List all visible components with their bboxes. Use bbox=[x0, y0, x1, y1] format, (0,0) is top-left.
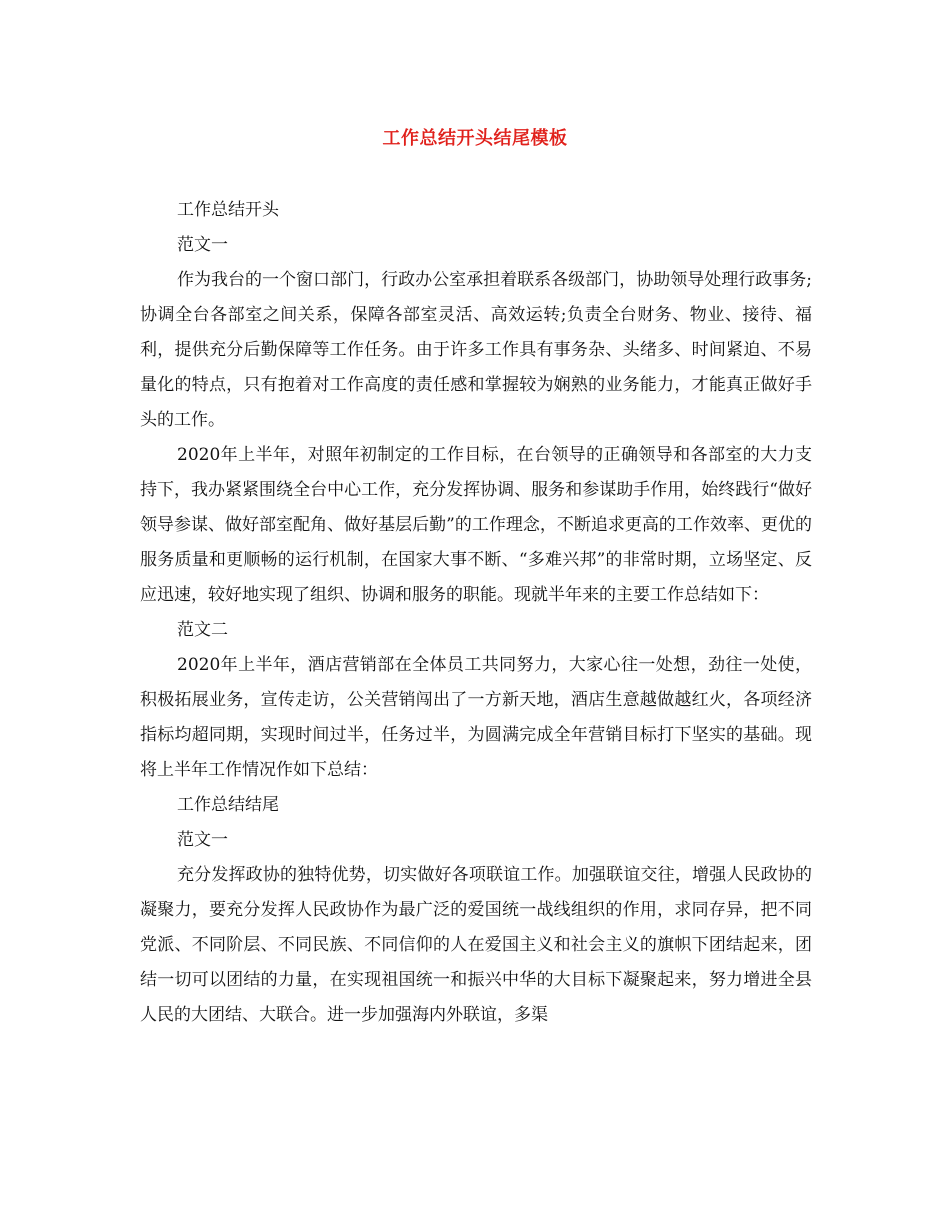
sample-label: 范文二 bbox=[177, 620, 228, 640]
sample-label: 范文一 bbox=[177, 235, 228, 255]
document-title: 工作总结开头结尾模板 bbox=[382, 128, 568, 149]
body-paragraph: 2020年上半年，酒店营销部在全体员工共同努力，大家心往一处想，劲往一处使，积极拓展业务，宣传走访，公关营销闯出了一方新天地，酒店生意越做越红火，各项经济指标均超同期，实现时间过半，任务过半，为圆满完成全年营销目标打下坚实的基础。现将上半年工作情况作如下总结： bbox=[140, 655, 812, 780]
sample-label: 范文一 bbox=[177, 830, 228, 850]
body-paragraph: 作为我台的一个窗口部门，行政办公室承担着联系各级部门，协助领导处理行政事务;协调全台各部室之间关系，保障各部室灵活、高效运转;负责全台财务、物业、接待、福利，提供充分后勤保障等工作任务。由于许多工作具有事务杂、头绪多、时间紧迫、不易量化的特点，只有抱着对工作高度的责任感和掌握较为娴熟的业务能力，才能真正做好手头的工作。 bbox=[140, 270, 812, 430]
document-body bbox=[140, 193, 812, 1033]
body-paragraph: 2020年上半年，对照年初制定的工作目标，在台领导的正确领导和各部室的大力支持下，我办紧紧围绕全台中心工作，充分发挥协调、服务和参谋助手作用，始终践行“做好领导参谋、做好部室配角、做好基层后勤”的工作理念，不断追求更高的工作效率、更优的服务质量和更顺畅的运行机制，在国家大事不断、“多难兴邦”的非常时期，立场坚定、反应迅速，较好地实现了组织、协调和服务的职能。现就半年来的主要工作总结如下： bbox=[140, 445, 812, 605]
body-paragraph: 充分发挥政协的独特优势，切实做好各项联谊工作。加强联谊交往，增强人民政协的凝聚力，要充分发挥人民政协作为最广泛的爱国统一战线组织的作用，求同存异，把不同党派、不同阶层、不同民族、不同信仰的人在爱国主义和社会主义的旗帜下团结起来，团结一切可以团结的力量，在实现祖国统一和振兴中华的大目标下凝聚起来，努力增进全县人民的大团结、大联合。进一步加强海内外联谊，多渠 bbox=[140, 865, 812, 1025]
section-heading-closing: 工作总结结尾 bbox=[177, 795, 279, 815]
section-heading-opening: 工作总结开头 bbox=[177, 200, 279, 220]
